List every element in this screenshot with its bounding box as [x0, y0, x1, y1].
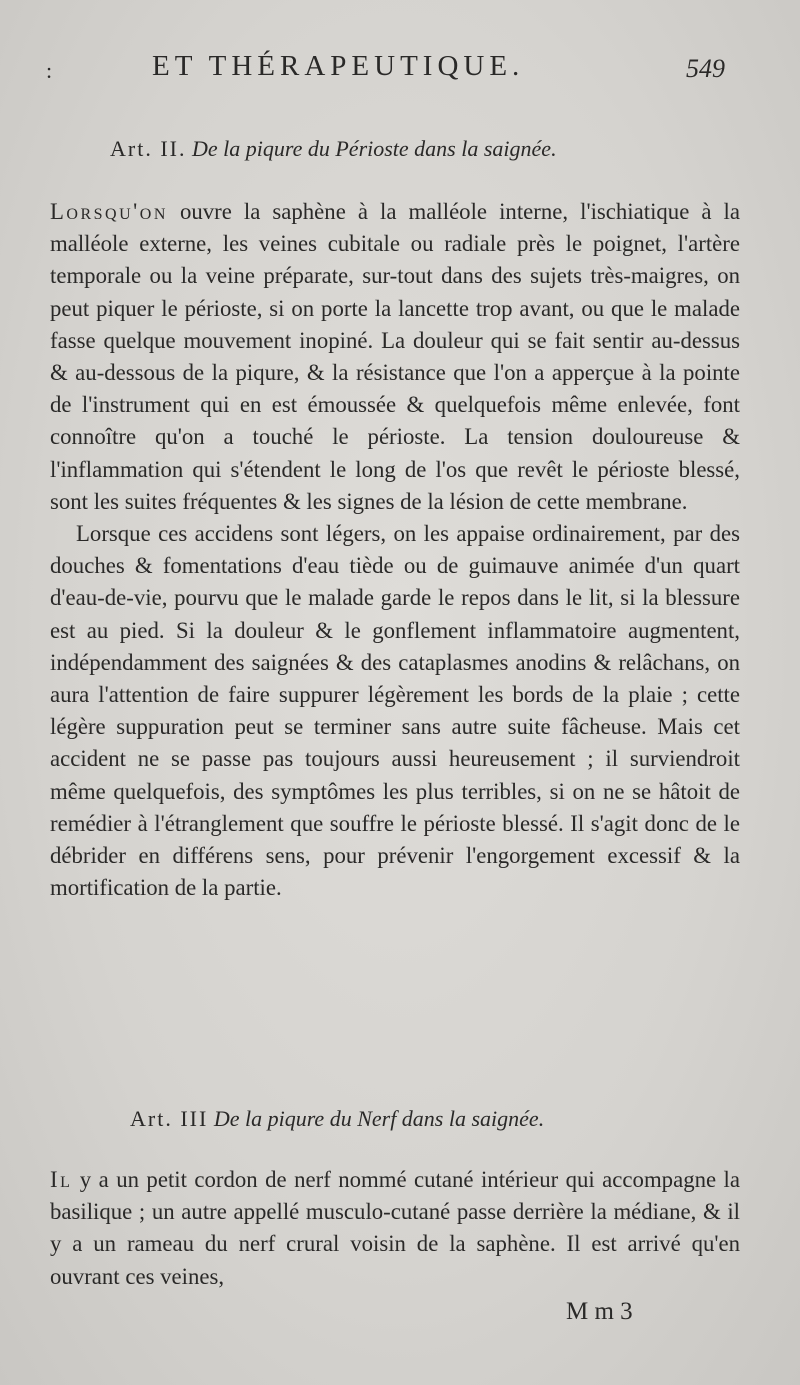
paragraph: Lorsque ces accidens sont légers, on les appaise ordinairement, par des douches & fomentations d'eau tiède ou de guimauve animée d'un quart d'eau-de-vie, pourvu que le malade garde le repos dans le lit, si la blessure est au pied. Si la douleur & le gonflement inflammatoire augmentent, indépendamment des saignées & des cataplasmes anodins & relâchans, on aura l'attention de faire suppurer légèrement les bords de la plaie ; cette légère suppuration peut se terminer sans autre suite fâcheuse. Mais cet accident ne se passe pas toujours aussi heureusement ; il surviendroit même quelquefois, des symptômes les plus terribles, si on ne se hâtoit de remédier à l'étranglement que souffre le périoste blessé. Il s'agit donc de le débrider en différens sens, pour prévenir l'engorgement excessif & la mortification de la partie. [50, 521, 740, 901]
article-title: De la piqure du Périoste dans la saignée. [191, 136, 557, 161]
paragraph-text: ouvre la saphène à la malléole interne, l'ischiatique à la malléole externe, les veines cubitale ou radiale près le poignet, l'artère temporale ou la veine préparate, sur-tout dans des sujets très-maigres, on peut piquer le périoste, si on porte la lancette trop avant, ou que le malade fasse quelque mouvement inopiné. La douleur qui se fait sentir au-dessus & au-dessous de la piqure, & la résistance que l'on a apperçue à la pointe de l'instrument qui en est émoussée & quelquefois même enlevée, font connoître qu'on a touché le périoste. La tension douloureuse & l'inflammation qui s'étendent le long de l'os que revêt le périoste blessé, sont les suites fréquentes & les signes de la lésion de cette membrane. [50, 199, 740, 514]
article-heading-3 [130, 1106, 544, 1132]
lead-word: Il [50, 1167, 73, 1192]
signature-mark: M m 3 [566, 1298, 633, 1325]
running-head: ET THÉRAPEUTIQUE. [152, 50, 525, 82]
header-mark: : [46, 58, 53, 83]
lead-word: Lorsqu'on [50, 199, 168, 224]
paragraph-text: y a un petit cordon de nerf nommé cutané intérieur qui accompagne la basilique ; un autre appellé musculo-cutané passe derrière la médiane, & il y a un rameau du nerf crural voisin de la saphène. Il est arrivé qu'en ouvrant ces veines, [50, 1167, 740, 1289]
article-title: De la piqure du Nerf dans la saignée. [213, 1106, 545, 1131]
page-header [0, 50, 800, 90]
article-label: Art. II. [110, 136, 187, 161]
article-heading-2 [110, 136, 557, 162]
paragraph [50, 196, 740, 518]
paragraph [50, 1164, 740, 1293]
page-number: 549 [686, 54, 725, 83]
article-label: Art. III [130, 1106, 209, 1131]
article-3-body [50, 1164, 740, 1293]
article-2-body [50, 196, 740, 904]
